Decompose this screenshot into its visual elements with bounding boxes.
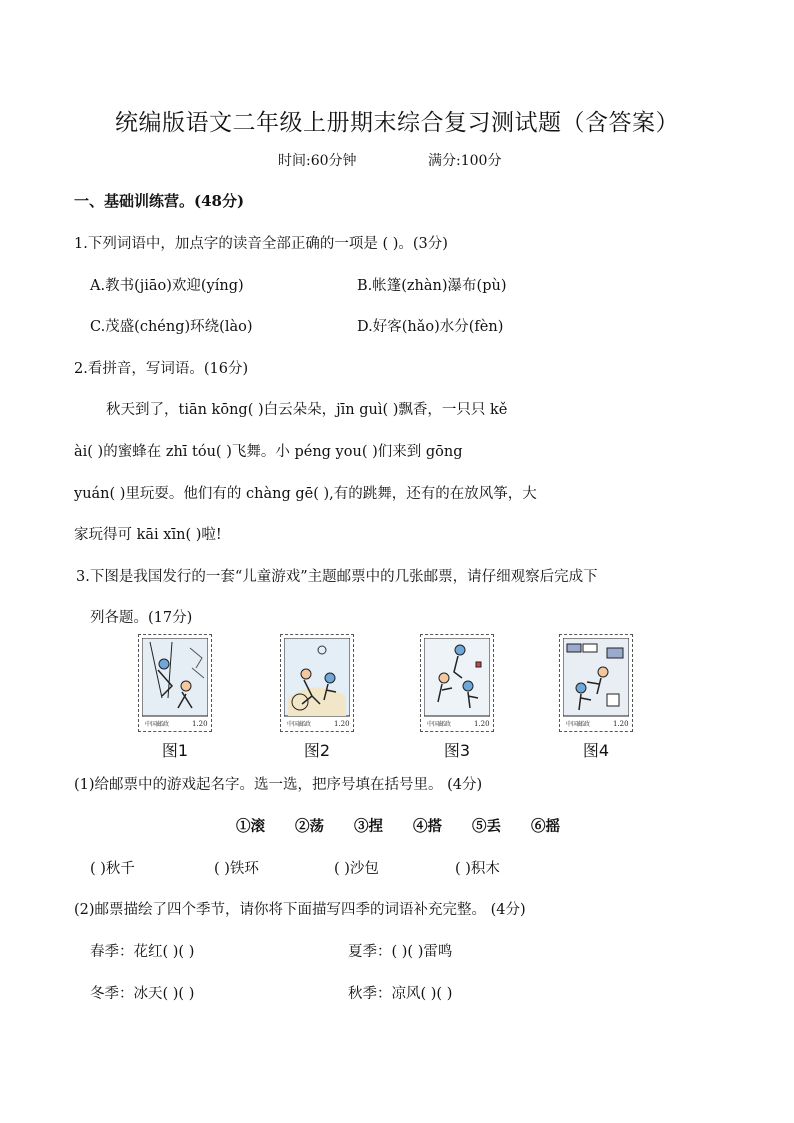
q1-option-b: B.帐篷(zhàn)瀑布(pù) [357,278,507,294]
option-1: ①滚 [236,818,265,835]
stamp-4-label: 中国邮政 [566,721,591,728]
season-autumn: 秋季：凉风( )( ) [348,986,453,1002]
option-5: ⑤丢 [472,818,501,835]
q3-stem-1: 3.下图是我国发行的一套“儿童游戏”主题邮票中的几张邮票，请仔细观察后完成下 [76,569,598,585]
stamp-caption-1: 图1 [161,741,189,760]
q3-stem-2: 列各题。(17分) [90,610,193,626]
q1-option-a: A.教书(jiāo)欢迎(yíng) [90,278,244,294]
option-6: ⑥摇 [531,818,560,835]
stamp-caption-3: 图3 [443,741,471,760]
fill-hoop: ( )铁环 [214,861,259,877]
exam-full-score: 满分:100分 [428,153,502,169]
stamp-1-label: 中国邮政 [145,721,170,728]
stamp-3-sandbag [420,634,494,732]
page-title: 统编版语文二年级上册期末综合复习测试题（含答案） [115,110,679,136]
option-3: ③捏 [354,818,383,835]
q3-options [236,815,590,836]
q1-option-c: C.茂盛(chéng)环绕(lào) [90,319,253,335]
stamp-gallery [138,634,638,760]
q1-option-d: D.好客(hǎo)水分(fèn) [357,319,504,335]
option-2: ②荡 [295,818,324,835]
stamp-3-label: 中国邮政 [427,721,452,728]
section-1-heading: 一、基础训练营。(48分) [74,192,245,210]
stamp-2-hoop [280,634,354,732]
q1-stem: 1.下列词语中，加点字的读音全部正确的一项是 ( )。(3分) [74,236,448,252]
stamp-1-swing [138,634,212,732]
q3-part-1: (1)给邮票中的游戏起名字。选一选，把序号填在括号里。 (4分) [74,777,483,793]
stamp-4-blocks [559,634,633,732]
exam-time: 时间:60分钟 [278,153,357,169]
fill-blocks: ( )积木 [455,861,500,877]
stamp-4-value: 1.20 [613,720,629,728]
q2-line-2: ài( )的蜜蜂在 zhī tóu( )飞舞。小 péng you( )们来到 gōng [74,444,463,460]
fill-swing: ( )秋千 [90,861,135,877]
q3-part-2: (2)邮票描绘了四个季节，请你将下面描写四季的词语补充完整。 (4分) [74,902,526,918]
stamp-caption-4: 图4 [582,741,610,760]
stamp-caption-2: 图2 [303,741,331,760]
fill-sandbag: ( )沙包 [334,861,379,877]
q2-line-3: yuán( )里玩耍。他们有的 chàng gē( ),有的跳舞，还有的在放风筝，大 [74,486,537,502]
season-spring: 春季：花红( )( ) [90,944,195,960]
q2-line-4: 家玩得可 kāi xīn( )啦! [74,527,222,543]
season-summer: 夏季：( )( )雷鸣 [348,944,453,960]
stamp-2-label: 中国邮政 [287,721,312,728]
q2-line-1: 秋天到了，tiān kōng( )白云朵朵，jīn guì( )飘香，一只只 kě [106,402,508,418]
season-winter: 冬季：冰天( )( ) [90,986,195,1002]
stamp-3-value: 1.20 [474,720,490,728]
option-4: ④搭 [413,818,442,835]
stamp-1-value: 1.20 [192,720,208,728]
q2-stem: 2.看拼音，写词语。(16分) [74,361,249,377]
stamp-2-value: 1.20 [334,720,350,728]
